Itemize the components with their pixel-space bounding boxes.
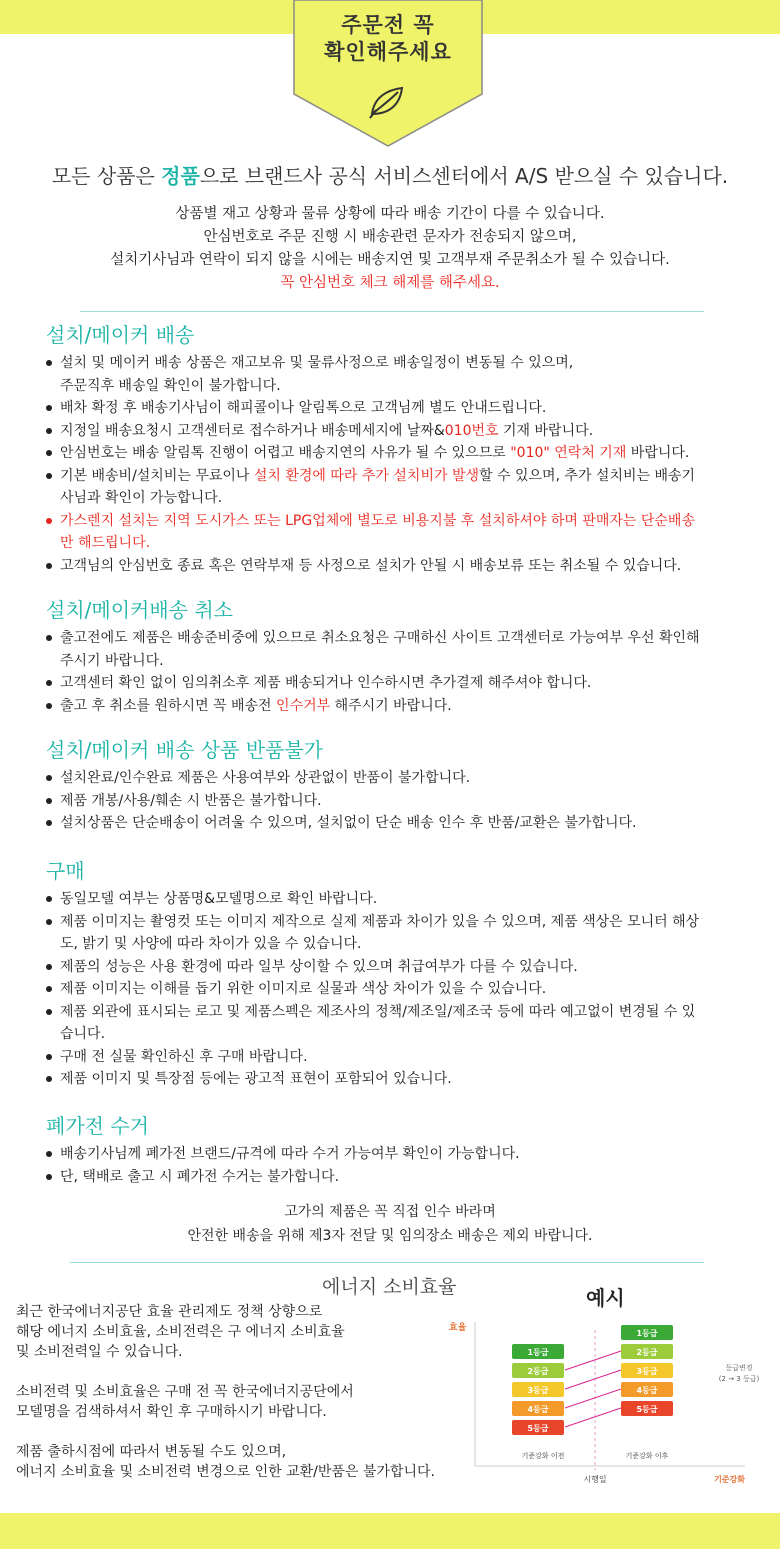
list-item: 단, 택배로 출고 시 폐가전 수거는 불가합니다. (46, 1166, 766, 1189)
section-title: 설치/메이커배송 취소 (46, 598, 233, 622)
list-item: 제품 이미지는 이해를 돕기 위한 이미지로 실물과 색상 차이가 있을 수 있습니다. (46, 978, 766, 1001)
list-item: 안심번호는 배송 알림톡 진행이 어렵고 배송지연의 사유가 될 수 있으므로 "010" 연락처 기재 바랍니다. (46, 442, 766, 465)
change-label: 등급변경 (725, 1364, 753, 1372)
before-grade-label: 2등급 (527, 1367, 549, 1376)
divider-bottom (70, 1262, 704, 1263)
section-title: 구매 (46, 859, 85, 883)
list-item: 제품 이미지는 촬영컷 또는 이미지 제작으로 실제 제품과 차이가 있을 수 있으며, 제품 색상은 모니터 해상 도, 밝기 및 사양에 따라 차이가 있을 수 있습니다. (46, 911, 766, 956)
list-item: 기본 배송비/설치비는 무료이나 설치 환경에 따라 추가 설치비가 발생할 수 있으며, 추가 설치비는 배송기 사님과 확인이 가능합니다. (46, 465, 766, 510)
list-item: 출고전에도 제품은 배송준비중에 있으므로 취소요청은 구매하신 사이트 고객센터로 가능여부 우선 확인해 주시기 바랍니다. (46, 627, 766, 672)
energy-efficiency-title: 에너지 소비효율 (322, 1276, 457, 1298)
grade-shift-line (565, 1389, 621, 1408)
example-title: 예시 (586, 1286, 625, 1310)
list-item: 동일모델 여부는 상품명&모델명으로 확인 바랍니다. (46, 888, 766, 911)
list-item: 제품 이미지 및 특장점 등에는 광고적 표현이 포함되어 있습니다. (46, 1068, 766, 1091)
energy-efficiency-text: 최근 한국에너지공단 효율 관리제도 정책 상향으로 해당 에너지 소비효율, 소비전력은 구 에너지 소비효율 및 소비전력일 수 있습니다. 소비전력 및 소비효율은 구매 전 꼭 한국에너지공단에서 모델명을 검색하셔서 확인 후 구매하시기 바랍니다. 제품 출하시점에 따라서 변동될 수도 있으며, 에너지 소비효율 및 소비전력 변경으로 인한 교환/반품은 불가합니다. (16, 1304, 435, 1480)
list-item: 가스렌지 설치는 지역 도시가스 또는 LPG업체에 별도로 비용지불 후 설치하셔야 하며 판매자는 단순배송 만 해드립니다. (46, 510, 766, 555)
list-item: 구매 전 실물 확인하신 후 구매 바랍니다. (46, 1046, 766, 1069)
section-install-delivery (46, 322, 766, 577)
grade-change-diagram (445, 1310, 775, 1488)
after-grade-label: 3등급 (636, 1367, 658, 1376)
list-item: 고객님의 안심번호 종료 혹은 연락부재 등 사정으로 설치가 안될 시 배송보류 또는 취소될 수 있습니다. (46, 555, 766, 578)
grade-shift-line (565, 1408, 621, 1427)
before-grade-label: 5등급 (527, 1424, 549, 1433)
before-grade-label: 4등급 (527, 1405, 549, 1414)
x-axis-end-label: 기준강화 (714, 1475, 745, 1484)
list-item: 설치 및 메이커 배송 상품은 재고보유 및 물류사정으로 배송일정이 변동될 수 있으며, 주문직후 배송일 확인이 불가합니다. (46, 352, 766, 397)
list-item: 설치완료/인수완료 제품은 사용여부와 상관없이 반품이 불가합니다. (46, 767, 766, 790)
x-axis-label: 시행일 (583, 1475, 607, 1484)
section-disposal (46, 1113, 766, 1188)
list-item: 제품 개봉/사용/훼손 시 반품은 불가합니다. (46, 790, 766, 813)
section-cancel (46, 597, 766, 717)
change-sub-label: (2 → 3 등급) (718, 1375, 760, 1383)
bottom-accent-bar (0, 1513, 780, 1549)
grade-shift-line (565, 1370, 621, 1389)
before-grade-label: 1등급 (527, 1348, 549, 1357)
list-item: 배차 확정 후 배송기사님이 해피콜이나 알림톡으로 고객님께 별도 안내드립니다. (46, 397, 766, 420)
section-title: 설치/메이커 배송 상품 반품불가 (46, 738, 323, 762)
after-grade-label: 2등급 (636, 1348, 658, 1357)
y-axis-label: 효율 (449, 1323, 467, 1333)
list-item: 제품의 성능은 사용 환경에 따라 일부 상이할 수 있으며 취급여부가 다를 수 있습니다. (46, 956, 766, 979)
authentic-product-headline: 모든 상품은 정품으로 브랜드사 공식 서비스센터에서 A/S 받으실 수 있습니다. (51, 164, 729, 188)
list-item: 설치상품은 단순배송이 어려울 수 있으며, 설치없이 단순 배송 인수 후 반품/교환은 불가합니다. (46, 812, 766, 835)
list-item: 지정일 배송요청시 고객센터로 접수하거나 배송메세지에 날짜&010번호 기재 바랍니다. (46, 420, 766, 443)
before-label: 기준강화 이전 (521, 1452, 565, 1460)
expensive-item-note: 고가의 제품은 꼭 직접 인수 바라며 안전한 배송을 위해 제3자 전달 및 임의장소 배송은 제외 바랍니다. (187, 1204, 593, 1244)
before-grade-label: 3등급 (527, 1386, 549, 1395)
divider-top (80, 311, 704, 312)
list-item: 제품 외관에 표시되는 로고 및 제품스펙은 제조사의 정책/제조일/제조국 등에 따라 예고없이 변경될 수 있 습니다. (46, 1001, 766, 1046)
grade-shift-line (565, 1351, 621, 1370)
after-grade-label: 5등급 (636, 1405, 658, 1414)
section-purchase (46, 858, 766, 1091)
section-title: 폐가전 수거 (46, 1114, 149, 1138)
list-item: 고객센터 확인 없이 임의취소후 제품 배송되거나 인수하시면 추가결제 해주셔야 합니다. (46, 672, 766, 695)
section-title: 설치/메이커 배송 (46, 323, 195, 347)
leaf-icon (368, 84, 408, 120)
intro-notice: 상품별 재고 상황과 물류 상황에 따라 배송 기간이 다를 수 있습니다. 안심번호로 주문 진행 시 배송관련 문자가 전송되지 않으며, 설치기사님과 연락이 되지 않을 시에는 배송지연 및 고객부재 주문취소가 될 수 있습니다. 꼭 안심번호 체크 해제를 해주세요. (110, 206, 670, 291)
section-no-return (46, 737, 766, 835)
notice-banner-title: 주문전 꼭 확인해주세요 (324, 13, 452, 64)
after-grade-label: 1등급 (636, 1329, 658, 1338)
list-item: 배송기사님께 폐가전 브랜드/규격에 따라 수거 가능여부 확인이 가능합니다. (46, 1143, 766, 1166)
list-item: 출고 후 취소를 원하시면 꼭 배송전 인수거부 해주시기 바랍니다. (46, 695, 766, 718)
after-label: 기준강화 이후 (625, 1452, 669, 1460)
after-grade-label: 4등급 (636, 1386, 658, 1395)
